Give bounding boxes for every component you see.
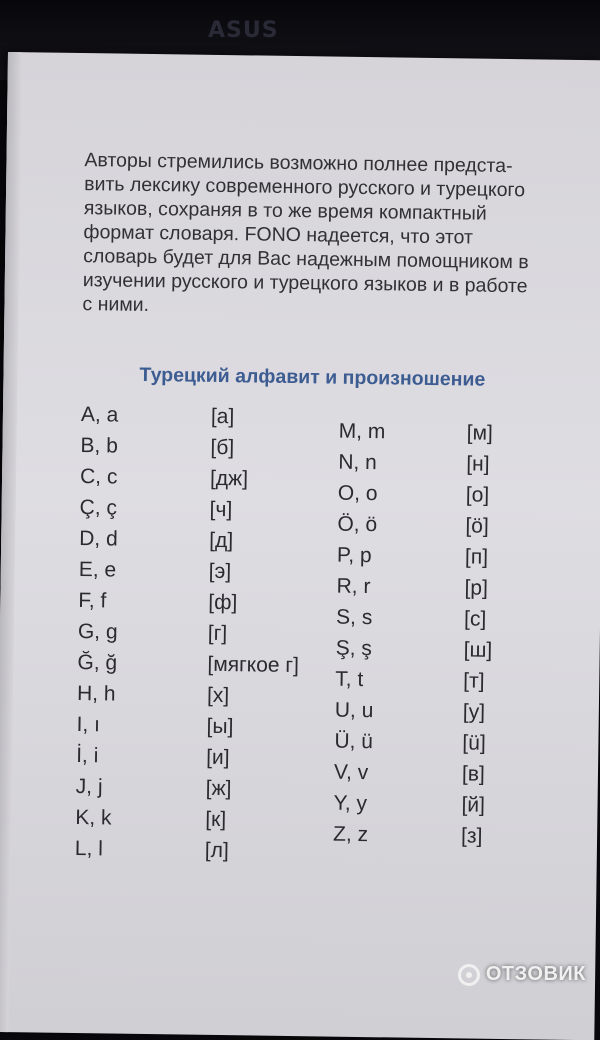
pronunciation: [у] xyxy=(462,700,486,724)
pronunciation: [ö] xyxy=(465,514,489,538)
pronunciation: [б] xyxy=(210,435,235,460)
book-page xyxy=(0,52,600,1040)
letter-pair: Ü, ü xyxy=(334,729,374,754)
pronunciation: [й] xyxy=(461,793,486,817)
alphabet-entry xyxy=(75,775,335,809)
letter-pair: P, p xyxy=(336,543,372,568)
alphabet-entry xyxy=(338,451,598,485)
pronunciation: [к] xyxy=(205,807,227,832)
letter-pair: T, t xyxy=(335,667,364,692)
alphabet-entry xyxy=(79,496,339,530)
alphabet-entry xyxy=(334,761,594,795)
letter-pair: I, ı xyxy=(76,713,101,737)
letter-pair: B, b xyxy=(80,434,119,458)
letter-pair: Ö, ö xyxy=(337,512,378,537)
pronunciation: [т] xyxy=(463,669,485,693)
alphabet-entry xyxy=(75,837,335,871)
alphabet-entry xyxy=(338,420,598,454)
pronunciation: [ü] xyxy=(462,731,486,755)
letter-pair: H, h xyxy=(76,682,116,706)
letter-pair: O, o xyxy=(337,481,378,506)
alphabet-entry xyxy=(81,403,341,437)
alphabet-entry xyxy=(78,620,338,654)
intro-line: словарь будет для Вас надежным помощником в xyxy=(83,245,529,274)
pronunciation: [п] xyxy=(464,545,489,569)
letter-pair: Ç, ç xyxy=(79,496,118,520)
intro-line: языков, сохраняя в то же время компактный xyxy=(83,197,487,225)
alphabet-entry xyxy=(335,699,595,733)
alphabet-entry xyxy=(333,792,593,826)
alphabet-entry xyxy=(336,606,596,640)
letter-pair: D, d xyxy=(79,527,118,551)
alphabet-entry xyxy=(75,806,335,840)
alphabet-entry xyxy=(338,482,598,516)
pronunciation: [э] xyxy=(208,559,232,584)
alphabet-entry xyxy=(79,527,339,561)
intro-line: изучении русского и турецкого языков и в работе xyxy=(82,269,528,298)
pronunciation: [р] xyxy=(464,576,489,600)
pronunciation: [г] xyxy=(207,621,228,646)
letter-pair: Ş, ş xyxy=(335,636,373,661)
alphabet-entry xyxy=(77,682,337,716)
watermark-text: ОТЗОВИК xyxy=(485,963,586,985)
pronunciation: [х] xyxy=(206,683,230,708)
letter-pair: Ğ, ğ xyxy=(77,651,118,675)
letter-pair: İ, i xyxy=(76,744,99,768)
alphabet-entry xyxy=(80,465,340,499)
pronunciation: [с] xyxy=(463,607,487,631)
pronunciation: [в] xyxy=(461,762,485,786)
monitor-logo: ASUS xyxy=(208,18,279,43)
alphabet-entry xyxy=(337,544,597,578)
pronunciation: [ч] xyxy=(209,497,233,522)
letter-pair: E, e xyxy=(78,558,117,582)
watermark xyxy=(458,963,586,986)
letter-pair: C, c xyxy=(79,465,118,489)
alphabet-entry xyxy=(336,575,596,609)
intro-line: с ними. xyxy=(82,293,150,316)
pronunciation: [д] xyxy=(209,528,234,553)
intro-line: формат словаря. FONO надеется, что этот xyxy=(83,221,474,249)
intro-paragraph xyxy=(82,148,584,323)
pronunciation: [н] xyxy=(466,452,490,476)
alphabet-entry xyxy=(78,589,338,623)
pronunciation: [ф] xyxy=(208,590,238,615)
letter-pair: R, r xyxy=(336,574,371,599)
intro-line: вить лексику современного русского и турецкого xyxy=(84,173,526,202)
pronunciation: [м] xyxy=(466,421,493,445)
letter-pair: A, a xyxy=(80,403,119,427)
alphabet-entry xyxy=(76,744,336,778)
alphabet-entry xyxy=(79,558,339,592)
alphabet-entry xyxy=(335,637,595,671)
alphabet-heading: Турецкий алфавит и произношение xyxy=(139,363,486,391)
letter-pair: F, f xyxy=(78,589,107,613)
pronunciation: [дж] xyxy=(209,466,249,491)
pronunciation: [з] xyxy=(460,824,483,848)
page-edge xyxy=(0,52,22,1032)
letter-pair: J, j xyxy=(75,775,103,799)
letter-pair: U, u xyxy=(334,698,374,723)
alphabet-entry xyxy=(76,713,336,747)
intro-line: Авторы стремились возможно полнее предста- xyxy=(84,149,513,178)
alphabet-entry xyxy=(334,730,594,764)
otzovik-logo-icon xyxy=(458,964,480,986)
letter-pair: S, s xyxy=(335,605,373,630)
pronunciation: [о] xyxy=(465,483,490,507)
pronunciation: [ш] xyxy=(463,638,493,662)
pronunciation: [и] xyxy=(206,745,230,770)
pronunciation: [ж] xyxy=(205,776,232,801)
letter-pair: M, m xyxy=(338,419,386,444)
alphabet-entry xyxy=(335,668,595,702)
alphabet-entry xyxy=(333,823,593,857)
letter-pair: V, v xyxy=(333,760,369,785)
letter-pair: G, g xyxy=(77,620,118,644)
letter-pair: L, l xyxy=(74,837,104,861)
letter-pair: K, k xyxy=(75,806,112,830)
letter-pair: Y, y xyxy=(333,791,368,816)
alphabet-entry xyxy=(337,513,597,547)
letter-pair: Z, z xyxy=(332,822,369,847)
letter-pair: N, n xyxy=(338,450,377,475)
pronunciation: [а] xyxy=(210,404,235,429)
alphabet-entry xyxy=(77,651,337,685)
alphabet-entry xyxy=(80,434,340,468)
pronunciation: [ы] xyxy=(206,714,234,739)
pronunciation: [мягкое г] xyxy=(207,652,300,678)
pronunciation: [л] xyxy=(204,838,229,863)
alphabet-table xyxy=(3,402,600,863)
